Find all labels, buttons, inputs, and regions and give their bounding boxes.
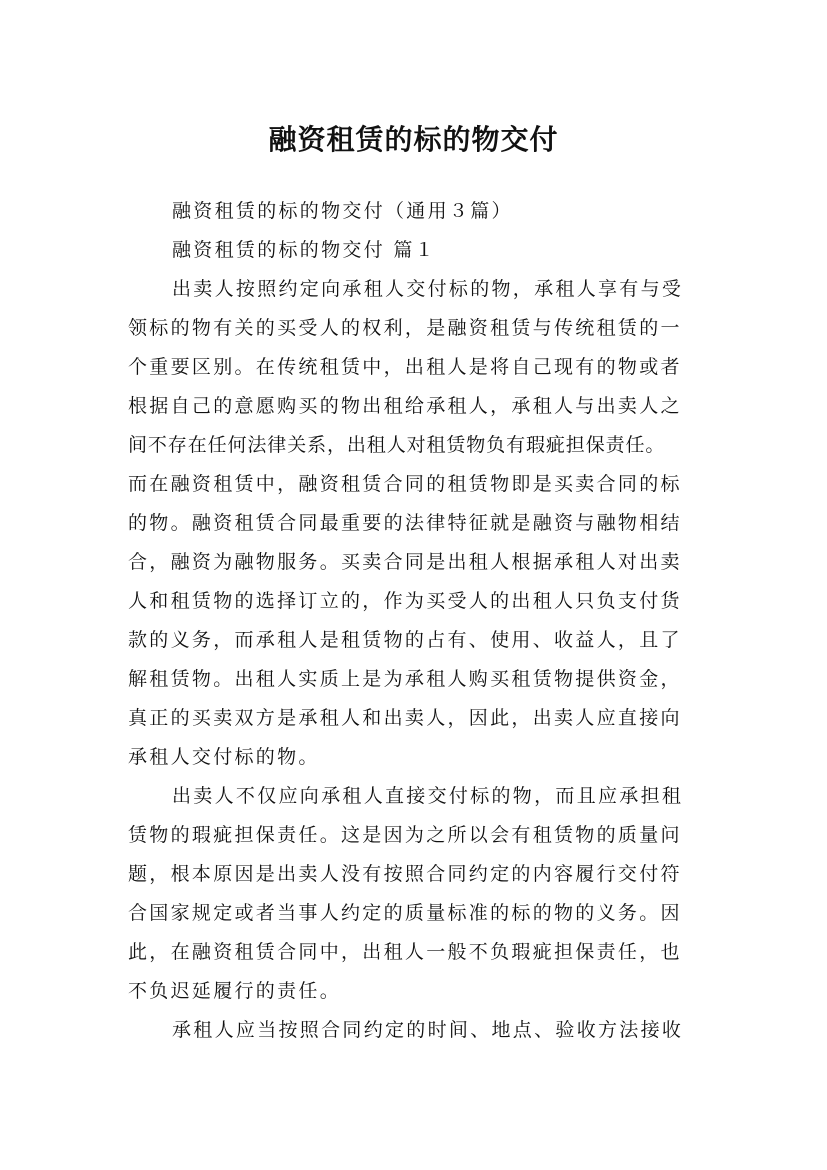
paragraph-1-line-12: 真正的买卖双方是承租人和出卖人，因此，出卖人应直接向 <box>128 707 682 729</box>
paragraph-1-line-11: 解租赁物。出租人实质上是为承租人购买租赁物提供资金， <box>128 668 682 690</box>
paragraph-2-line-4: 合国家规定或者当事人约定的质量标准的标的物的义务。因 <box>128 902 682 924</box>
paragraph-2-line-2: 赁物的瑕疵担保责任。这是因为之所以会有租赁物的质量问 <box>128 824 682 846</box>
paragraph-1-line-4: 根据自己的意愿购买的物出租给承租人，承租人与出卖人之 <box>128 395 682 417</box>
paragraph-1-line-13: 承租人交付标的物。 <box>128 746 320 768</box>
paragraph-2-line-3: 题，根本原因是出卖人没有按照合同约定的内容履行交付符 <box>128 863 682 885</box>
paragraph-3-line-1: 承租人应当按照合同约定的时间、地点、验收方法接收 <box>172 1019 684 1041</box>
document-subtitle: 融资租赁的标的物交付（通用３篇） <box>172 200 513 222</box>
section-heading: 融资租赁的标的物交付 篇１ <box>172 239 436 261</box>
paragraph-1-line-7: 的物。融资租赁合同最重要的法律特征就是融资与融物相结 <box>128 512 682 534</box>
paragraph-2-line-1: 出卖人不仅应向承租人直接交付标的物，而且应承担租 <box>172 785 684 807</box>
paragraph-1-line-5: 间不存在任何法律关系，出租人对租赁物负有瑕疵担保责任。 <box>128 434 666 456</box>
paragraph-2-line-6: 不负迟延履行的责任。 <box>128 980 342 1002</box>
paragraph-1-line-2: 领标的物有关的买受人的权利，是融资租赁与传统租赁的一 <box>128 317 682 339</box>
paragraph-2-line-5: 此，在融资租赁合同中，出租人一般不负瑕疵担保责任，也 <box>128 941 682 963</box>
paragraph-1-line-1: 出卖人按照约定向承租人交付标的物，承租人享有与受 <box>172 278 684 300</box>
paragraph-1-line-3: 个重要区别。在传统租赁中，出租人是将自己现有的物或者 <box>128 356 682 378</box>
paragraph-1-line-10: 款的义务，而承租人是租赁物的占有、使用、收益人，且了 <box>128 629 682 651</box>
paragraph-1-line-6: 而在融资租赁中，融资租赁合同的租赁物即是买卖合同的标 <box>128 473 682 495</box>
document-title: 融资租赁的标的物交付 <box>268 122 559 156</box>
paragraph-1-line-9: 人和租赁物的选择订立的，作为买受人的出租人只负支付货 <box>128 590 682 612</box>
paragraph-1-line-8: 合，融资为融物服务。买卖合同是出租人根据承租人对出卖 <box>128 551 682 573</box>
